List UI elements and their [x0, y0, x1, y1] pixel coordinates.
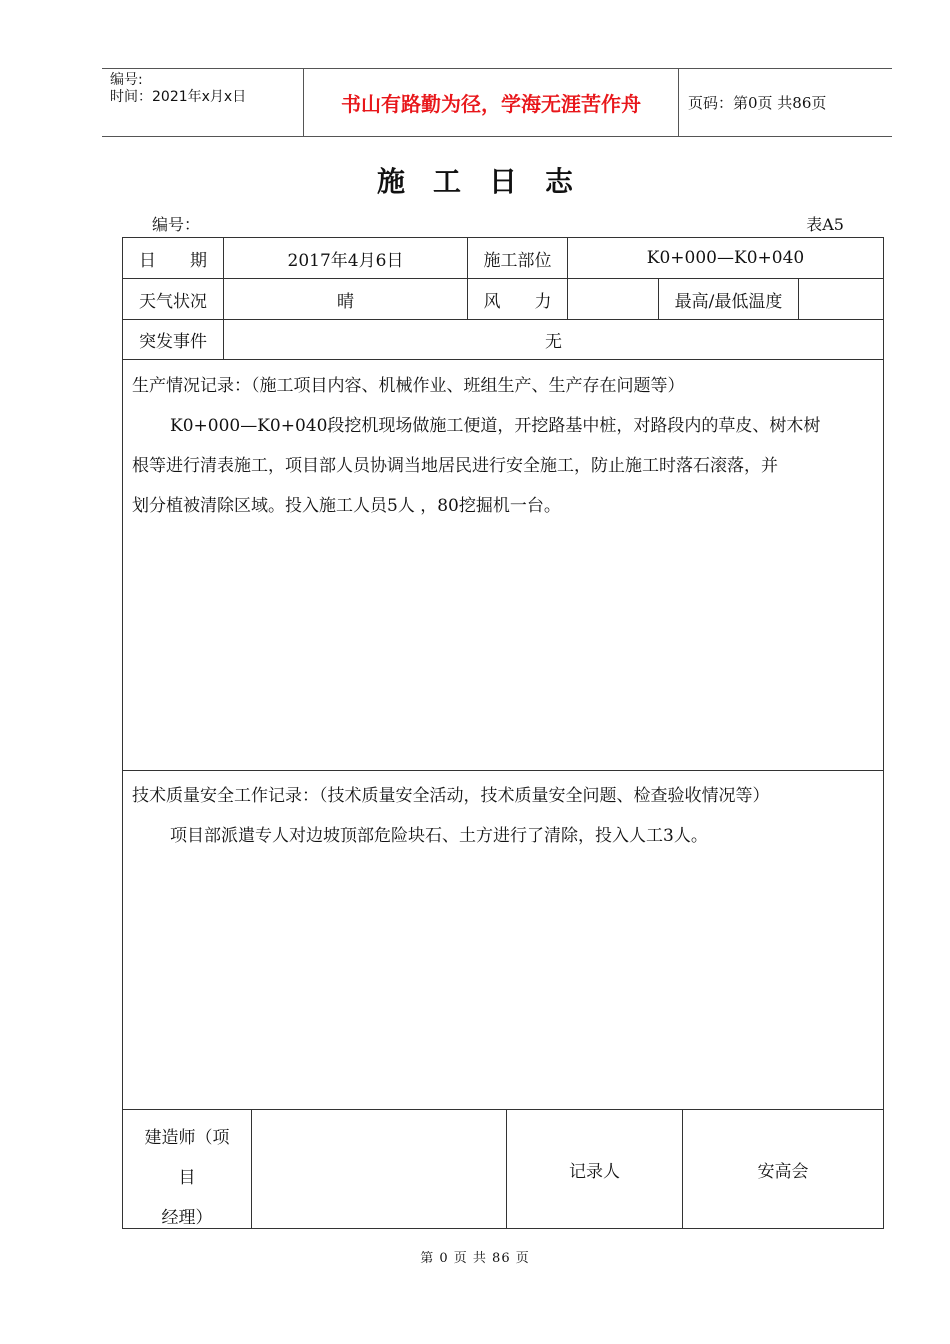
- production-line: K0+000—K0+040段挖机现场做施工便道，开挖路基中桩，对路段内的草皮、树木树: [170, 416, 821, 436]
- technical-heading: 技术质量安全工作记录：（技术质量安全活动，技术质量安全问题、检查验收情况等）: [132, 786, 770, 806]
- builder-label-line: 经理）: [161, 1208, 213, 1228]
- temperature-value: [799, 279, 883, 319]
- form-number-label: 编号：: [152, 215, 201, 234]
- builder-signature: [252, 1110, 506, 1228]
- production-heading: 生产情况记录：（施工项目内容、机械作业、班组生产、生产存在问题等）: [132, 376, 685, 396]
- document-title: 施工日志: [376, 165, 601, 198]
- form-code: 表A5: [806, 215, 844, 234]
- header-number-label: 编号:: [110, 72, 143, 88]
- temperature-label: 最高/最低温度: [674, 291, 783, 312]
- weather-value: 晴: [337, 291, 354, 312]
- page-header: [102, 68, 892, 137]
- emergency-label: 突发事件: [139, 332, 207, 352]
- wind-label: 风 力: [483, 291, 552, 312]
- builder-label-line: 建造师（项: [144, 1128, 230, 1148]
- wind-value: [568, 279, 658, 319]
- builder-label: [123, 1118, 251, 1238]
- recorder-label: 记录人: [569, 1161, 620, 1182]
- construction-part-value: K0+000—K0+040: [646, 248, 805, 268]
- header-meta: [102, 69, 302, 136]
- header-page-code: 页码：第0页 共86页: [688, 94, 827, 112]
- recorder-name: 安高会: [757, 1161, 809, 1182]
- technical-line: 项目部派遣专人对边坡顶部危险块石、土方进行了清除，投入人工3人。: [170, 826, 708, 846]
- builder-label-line: 目: [178, 1168, 196, 1188]
- page-footer: 第 0 页 共 86 页: [420, 1251, 530, 1266]
- date-value: 2017年4月6日: [287, 250, 404, 271]
- emergency-value: 无: [545, 332, 562, 352]
- production-line: 根等进行清表施工，项目部人员协调当地居民进行安全施工，防止施工时落石滚落，并: [132, 456, 778, 476]
- production-line: 划分植被清除区域。投入施工人员5人 ，80挖掘机一台。: [132, 496, 561, 516]
- header-time-label: 时间：2021年x月x日: [110, 89, 247, 105]
- construction-part-label: 施工部位: [483, 250, 552, 271]
- date-label: 日 期: [139, 250, 207, 271]
- weather-label: 天气状况: [139, 291, 207, 312]
- header-motto: 书山有路勤为径，学海无涯苦作舟: [303, 69, 679, 136]
- log-table: [122, 237, 884, 1229]
